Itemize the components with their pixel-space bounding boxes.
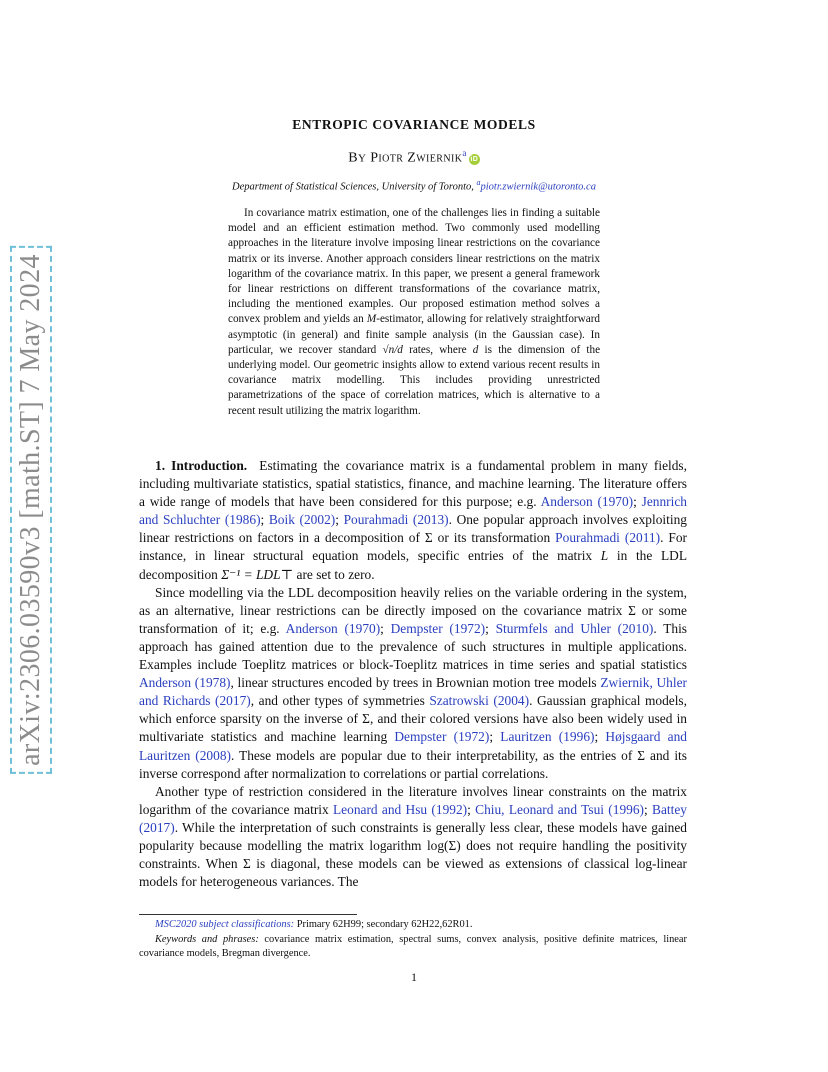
page-number: 1 (411, 970, 417, 984)
citation-anderson-1970[interactable] (541, 494, 634, 509)
cite-author: Anderson (540, 494, 593, 510)
abstract (228, 206, 600, 419)
msc-link[interactable]: MSC2020 subject classifications: (155, 919, 295, 930)
citation-dempster-1972b[interactable] (394, 729, 489, 744)
citation-boik[interactable] (269, 512, 335, 527)
abstract-text-1: In covariance matrix estimation, one of the challenges lies in finding a suitable model and an efficient estimation method. Two commonly used modelling approaches in the literature involve imposing linear restrictions on the covariance matrix or its inverse. Another approach considers linear restrictions on the matrix logarithm of the covariance matrix. In this paper, we present a general framework for linear restrictions on different transformations of the covariance matrix, including the mentioned examples. Our proposed estimation method solves a convex problem and yields an (228, 207, 600, 326)
author-line (0, 148, 828, 167)
p2-text-3: , linear structures encoded by trees in Brownian motion tree models (230, 675, 597, 691)
cite-author: Anderson (139, 675, 192, 691)
cite-year: (2008) (195, 747, 231, 763)
cite-year: (2002) (299, 512, 336, 528)
cite-year: (2010) (617, 620, 654, 636)
citation-leonard-hsu[interactable] (333, 802, 467, 817)
sqrt-n-over-d: √n/d (382, 343, 403, 356)
cite-author: Battey (652, 801, 687, 817)
citation-anderson-1978[interactable] (139, 675, 231, 690)
cite-author: Pourahmadi (343, 512, 409, 528)
p1-text-3: . For instance, in linear structural equation models, specific entries of the matrix (139, 530, 687, 564)
cite-year: (1972) (449, 620, 486, 636)
keywords-footnote (139, 933, 687, 962)
keywords-label: Keywords and phrases: (155, 933, 259, 945)
cite-author: Pourahmadi (555, 530, 620, 546)
cite-author: Jennrich and Schluchter (139, 494, 687, 528)
cite-author: Leonard and Hsu (333, 801, 428, 817)
author-name: Piotr Zwiernik (370, 150, 463, 166)
orcid-icon[interactable]: iD (470, 155, 479, 163)
p1-text-4: in the LDL decomposition (139, 548, 687, 582)
citation-pourahmadi-2013[interactable] (344, 512, 449, 527)
p3-text-2: . While the interpretation of such constraints is generally less clear, these models have gained popularity because modelling the matrix logarithm log(Σ) does not require handling the positivity constraints. When Σ is diagonal, these models can be viewed as extensions of classical log-linear models for heterogeneous variances. The (139, 819, 687, 890)
p2-text-2: . This approach has gained attention due to the prevalence of such structures in multiple applications. Examples include Toeplitz matrices or block-Toeplitz matrices in time series and spatial statistics (139, 620, 687, 673)
abstract-text-2: -estimator, allowing for relatively straightforward asymptotic (in general) and finite sample analysis (in the Gaussian case). In particular, we recover standard (228, 313, 601, 356)
author-affil-mark[interactable]: a (462, 148, 467, 158)
msc-footnote (139, 918, 687, 933)
cite-author: Chiu, Leonard and Tsui (475, 801, 604, 817)
cite-year: (1996) (608, 801, 644, 817)
arxiv-stamp (8, 240, 54, 780)
cite-year: (2017) (215, 693, 251, 709)
citation-szatrowski[interactable] (429, 693, 529, 708)
m-symbol: M (366, 313, 377, 326)
keywords-text: covariance matrix estimation, spectral sums, convex analysis, positive definite matrices, linear covariance models, Bregman divergence. (139, 933, 687, 959)
cite-author: Szatrowski (429, 693, 489, 709)
intro-paragraph-1: 1. Introduction. Estimating the covariance matrix is a fundamental problem in many fields, including multivariate statistics, spatial statistics, finance, and machine learning. The literature offers a wide range of models that have been considered for this purpose; e.g. Anderson (1970); Jennrich and Schluchter (1986); Boik (2002); Pourahmadi (2013). One popular approach involves exploiting linear restrictions on factors in a decomposition of Σ or its transformation Pourahmadi (2011). For instance, in linear structural equation models, specific entries of the matrix L in the LDL decomposition Σ⁻¹ = LDL⊤ are set to zero. (139, 458, 687, 582)
d-symbol: d (472, 343, 479, 356)
affiliation-text: Department of Statistical Sciences, University of Toronto, (232, 181, 474, 193)
cite-year: (1978) (194, 675, 231, 691)
intro-paragraph-2: Since modelling via the LDL decomposition heavily relies on the variable ordering in the system, as an alternative, linear restrictions can be directly imposed on the covariance matrix Σ or some transformation of it; e.g. Anderson (1970); Dempster (1972); Sturmfels and Uhler (2010). This approach has gained attention due to the prevalence of such structures in multiple applications. Examples include Toeplitz matrices or block-Toeplitz matrices in time series and spatial statistics Anderson (1978), linear structures encoded by trees in Brownian motion tree models Zwiernik, Uhler and Richards (2017), and other types of symmetries Szatrowski (2004). Gaussian graphical models, which enforce sparsity on the inverse of Σ, and their colored versions have also been widely used in multivariate statistics and machine learning Dempster (1972); Lauritzen (1996); Højsgaard and Lauritzen (2008). These models are popular due to their interpretability, as the entries of Σ and its inverse correspond after normalization to correlations or partial correlations. (139, 584, 688, 781)
cite-author: Lauritzen (500, 729, 552, 745)
cite-author: Dempster (390, 620, 443, 636)
affiliation (0, 178, 828, 193)
cite-year: (2011) (624, 530, 661, 546)
cite-year: (1970) (344, 620, 381, 636)
author-email-link[interactable]: piotr.zwiernik@utoronto.ca (480, 181, 596, 193)
cite-author: Anderson (285, 620, 338, 636)
l-symbol: L (600, 548, 609, 564)
citation-sturmfels-uhler[interactable] (496, 621, 654, 636)
cite-author: Zwiernik, Uhler and Richards (139, 675, 688, 709)
author-prefix: B (348, 150, 358, 166)
cite-author: Højsgaard and Lauritzen (139, 729, 687, 763)
arxiv-identifier[interactable]: arXiv:2306.03590v3 [math.ST] 7 May 2024 (10, 246, 52, 774)
msc-text: Primary 62H99; secondary 62H22,62R01. (296, 919, 473, 930)
cite-year: (2004) (493, 693, 530, 709)
cite-year: (1986) (224, 512, 261, 528)
cite-year: (1972) (453, 729, 490, 745)
footnotes (139, 918, 687, 962)
citation-dempster-1972[interactable] (391, 621, 486, 636)
abstract-text-4: is the dimension of the underlying model. Our geometric insights allow to extend various recent results in covariance matrix modelling. This includes providing unrestricted parametrizations of the space of correlation matrices, which is alternative to a recent result utilizing the matrix logarithm. (228, 343, 601, 417)
introduction-section (139, 457, 687, 891)
paper-title: ENTROPIC COVARIANCE MODELS (292, 117, 536, 132)
p2-text-1: Since modelling via the LDL decomposition heavily relies on the variable ordering in the system, as an alternative, linear restrictions can be directly imposed on the covariance matrix Σ or some transformation of it; e.g. (139, 584, 687, 636)
p2-text-5: . Gaussian graphical models, which enforce sparsity on the inverse of Σ, and their colored versions have also been widely used in multivariate statistics and machine learning (139, 693, 687, 745)
p1-text-2: . One popular approach involves exploiting linear restrictions on factors in a decomposition of Σ or its transformation (139, 512, 687, 546)
footnote-rule (139, 914, 357, 915)
p1-text-1: Estimating the covariance matrix is a fundamental problem in many fields, including multivariate statistics, spatial statistics, finance, and machine learning. The literature offers a wide range of models that have been considered for this purpose; e.g. (139, 458, 687, 510)
p2-text-6: . These models are popular due to their interpretability, as the entries of Σ and its inverse correspond after normalization to correlations or partial correlations. (139, 747, 687, 781)
intro-paragraph-3: Another type of restriction considered in the literature involves linear constraints on the matrix logarithm of the covariance matrix Leonard and Hsu (1992); Chiu, Leonard and Tsui (1996); Battey (2017). While the interpretation of such constraints is generally less clear, these models have gained popularity because modelling the matrix logarithm log(Σ) does not require handling the positivity constraints. When Σ is diagonal, these models can be viewed as extensions of classical log-linear models for heterogeneous variances. The (139, 783, 687, 890)
cite-year: (1996) (558, 729, 595, 745)
cite-year: (1992) (431, 801, 468, 817)
citation-anderson-1970b[interactable] (286, 621, 381, 636)
cite-year: (1970) (597, 494, 634, 510)
author-prefix-sc: Y (357, 152, 367, 165)
citation-chiu-leonard-tsui[interactable] (475, 802, 644, 817)
abstract-text-3: rates, where (409, 343, 467, 356)
cite-year: (2013) (412, 512, 449, 528)
cite-author: Boik (268, 512, 295, 528)
p3-text-1: Another type of restriction considered in the literature involves linear constraints on the matrix logarithm of the covariance matrix (139, 783, 687, 817)
p1-text-5: are set to zero. (296, 566, 375, 582)
affiliation-mark: a (476, 178, 481, 187)
cite-year: (2017) (139, 819, 175, 835)
section-heading: 1. Introduction. (155, 458, 248, 473)
ldl-equation: Σ⁻¹ = LDL⊤ (221, 566, 294, 582)
cite-author: Sturmfels and Uhler (495, 620, 611, 636)
p2-text-4: , and other types of symmetries (250, 693, 425, 709)
citation-pourahmadi-2011[interactable] (555, 530, 660, 545)
citation-lauritzen[interactable] (500, 729, 594, 744)
cite-author: Dempster (394, 729, 447, 745)
